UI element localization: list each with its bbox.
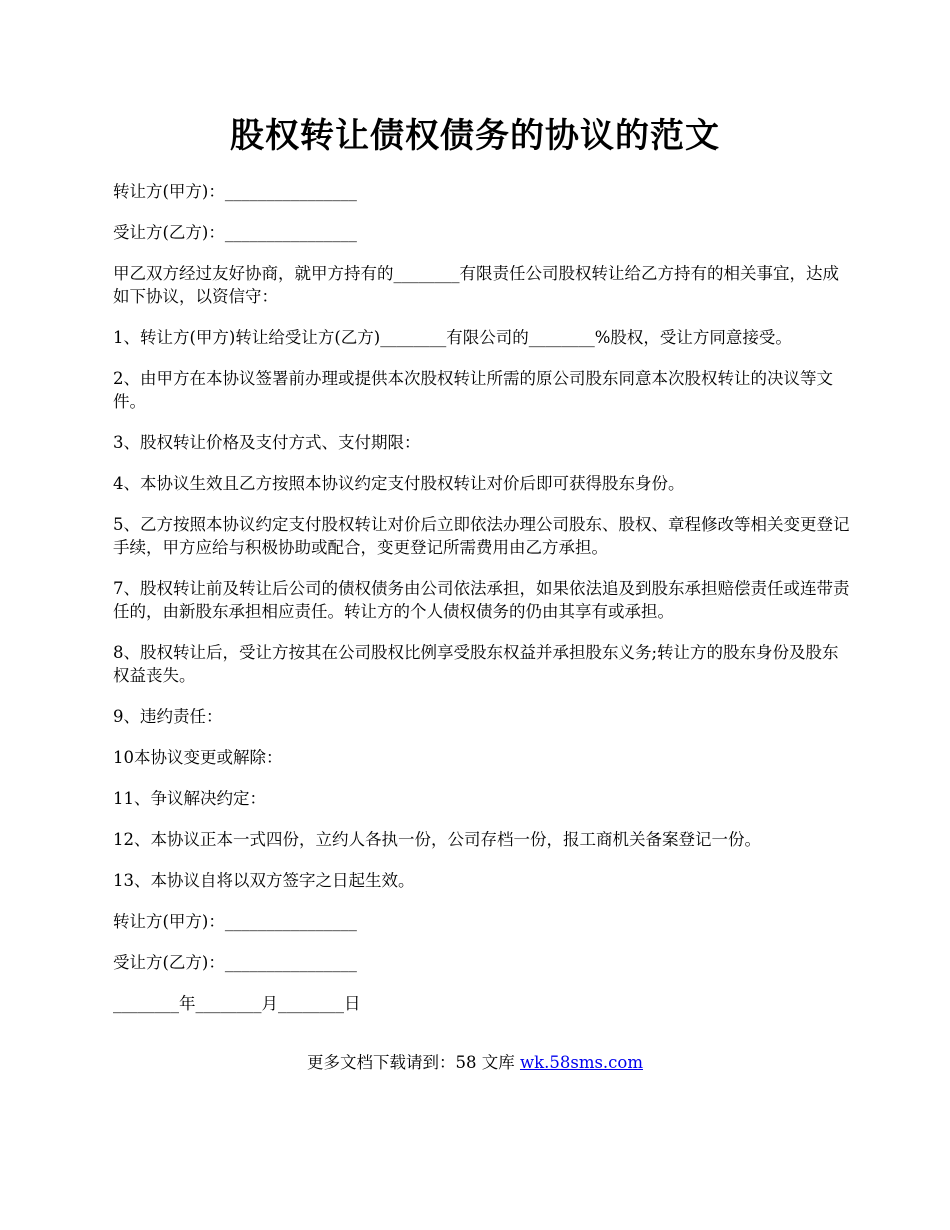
paragraph-party-b: 受让方(乙方)：________________ [113, 223, 357, 242]
signature-date: ________年________月________日 [113, 994, 361, 1013]
paragraph-clause-11: 11、争议解决约定： [113, 789, 266, 808]
paragraph-clause-1: 1、转让方(甲方)转让给受让方(乙方)________有限公司的________%股权，受让方同意接受。 [113, 328, 792, 347]
paragraph-preamble: 甲乙双方经过友好协商，就甲方持有的________有限责任公司股权转让给乙方持有的相关事宜，达成如下协议，以资信守： [113, 264, 839, 306]
paragraph-clause-4: 4、本协议生效且乙方按照本协议约定支付股权转让对价后即可获得股东身份。 [113, 474, 685, 493]
paragraph-clause-9: 9、违约责任： [113, 707, 223, 726]
paragraph-clause-5: 5、乙方按照本协议约定支付股权转让对价后立即依法办理公司股东、股权、章程修改等相关变更登记手续，甲方应给与积极协助或配合，变更登记所需费用由乙方承担。 [113, 515, 850, 557]
paragraph-clause-13: 13、本协议自将以双方签字之日起生效。 [113, 871, 415, 890]
signature-party-b: 受让方(乙方)：________________ [113, 953, 357, 972]
document-title: 股权转让债权债务的协议的范文 [230, 116, 720, 156]
paragraph-clause-10: 10本协议变更或解除： [113, 748, 283, 767]
paragraph-clause-12: 12、本协议正本一式四份，立约人各执一份，公司存档一份，报工商机关备案登记一份。 [113, 830, 761, 849]
paragraph-clause-2: 2、由甲方在本协议签署前办理或提供本次股权转让所需的原公司股东同意本次股权转让的决议等文件。 [113, 369, 833, 411]
footer-link[interactable]: wk.58sms.com [519, 1053, 643, 1072]
signature-party-a: 转让方(甲方)：________________ [113, 912, 357, 931]
paragraph-clause-7: 7、股权转让前及转让后公司的债权债务由公司依法承担，如果依法追及到股东承担赔偿责任或连带责任的，由新股东承担相应责任。转让方的个人债权债务的仍由其享有或承担。 [113, 579, 850, 621]
paragraph-clause-8: 8、股权转让后，受让方按其在公司股权比例享受股东权益并承担股东义务;转让方的股东身份及股东权益丧失。 [113, 643, 839, 685]
document-body [113, 180, 853, 1033]
paragraph-clause-3: 3、股权转让价格及支付方式、支付期限： [113, 433, 421, 452]
footer [0, 1051, 950, 1075]
paragraph-party-a: 转让方(甲方)：________________ [113, 182, 357, 201]
footer-text: 更多文档下载请到：58 文库 [306, 1053, 520, 1072]
